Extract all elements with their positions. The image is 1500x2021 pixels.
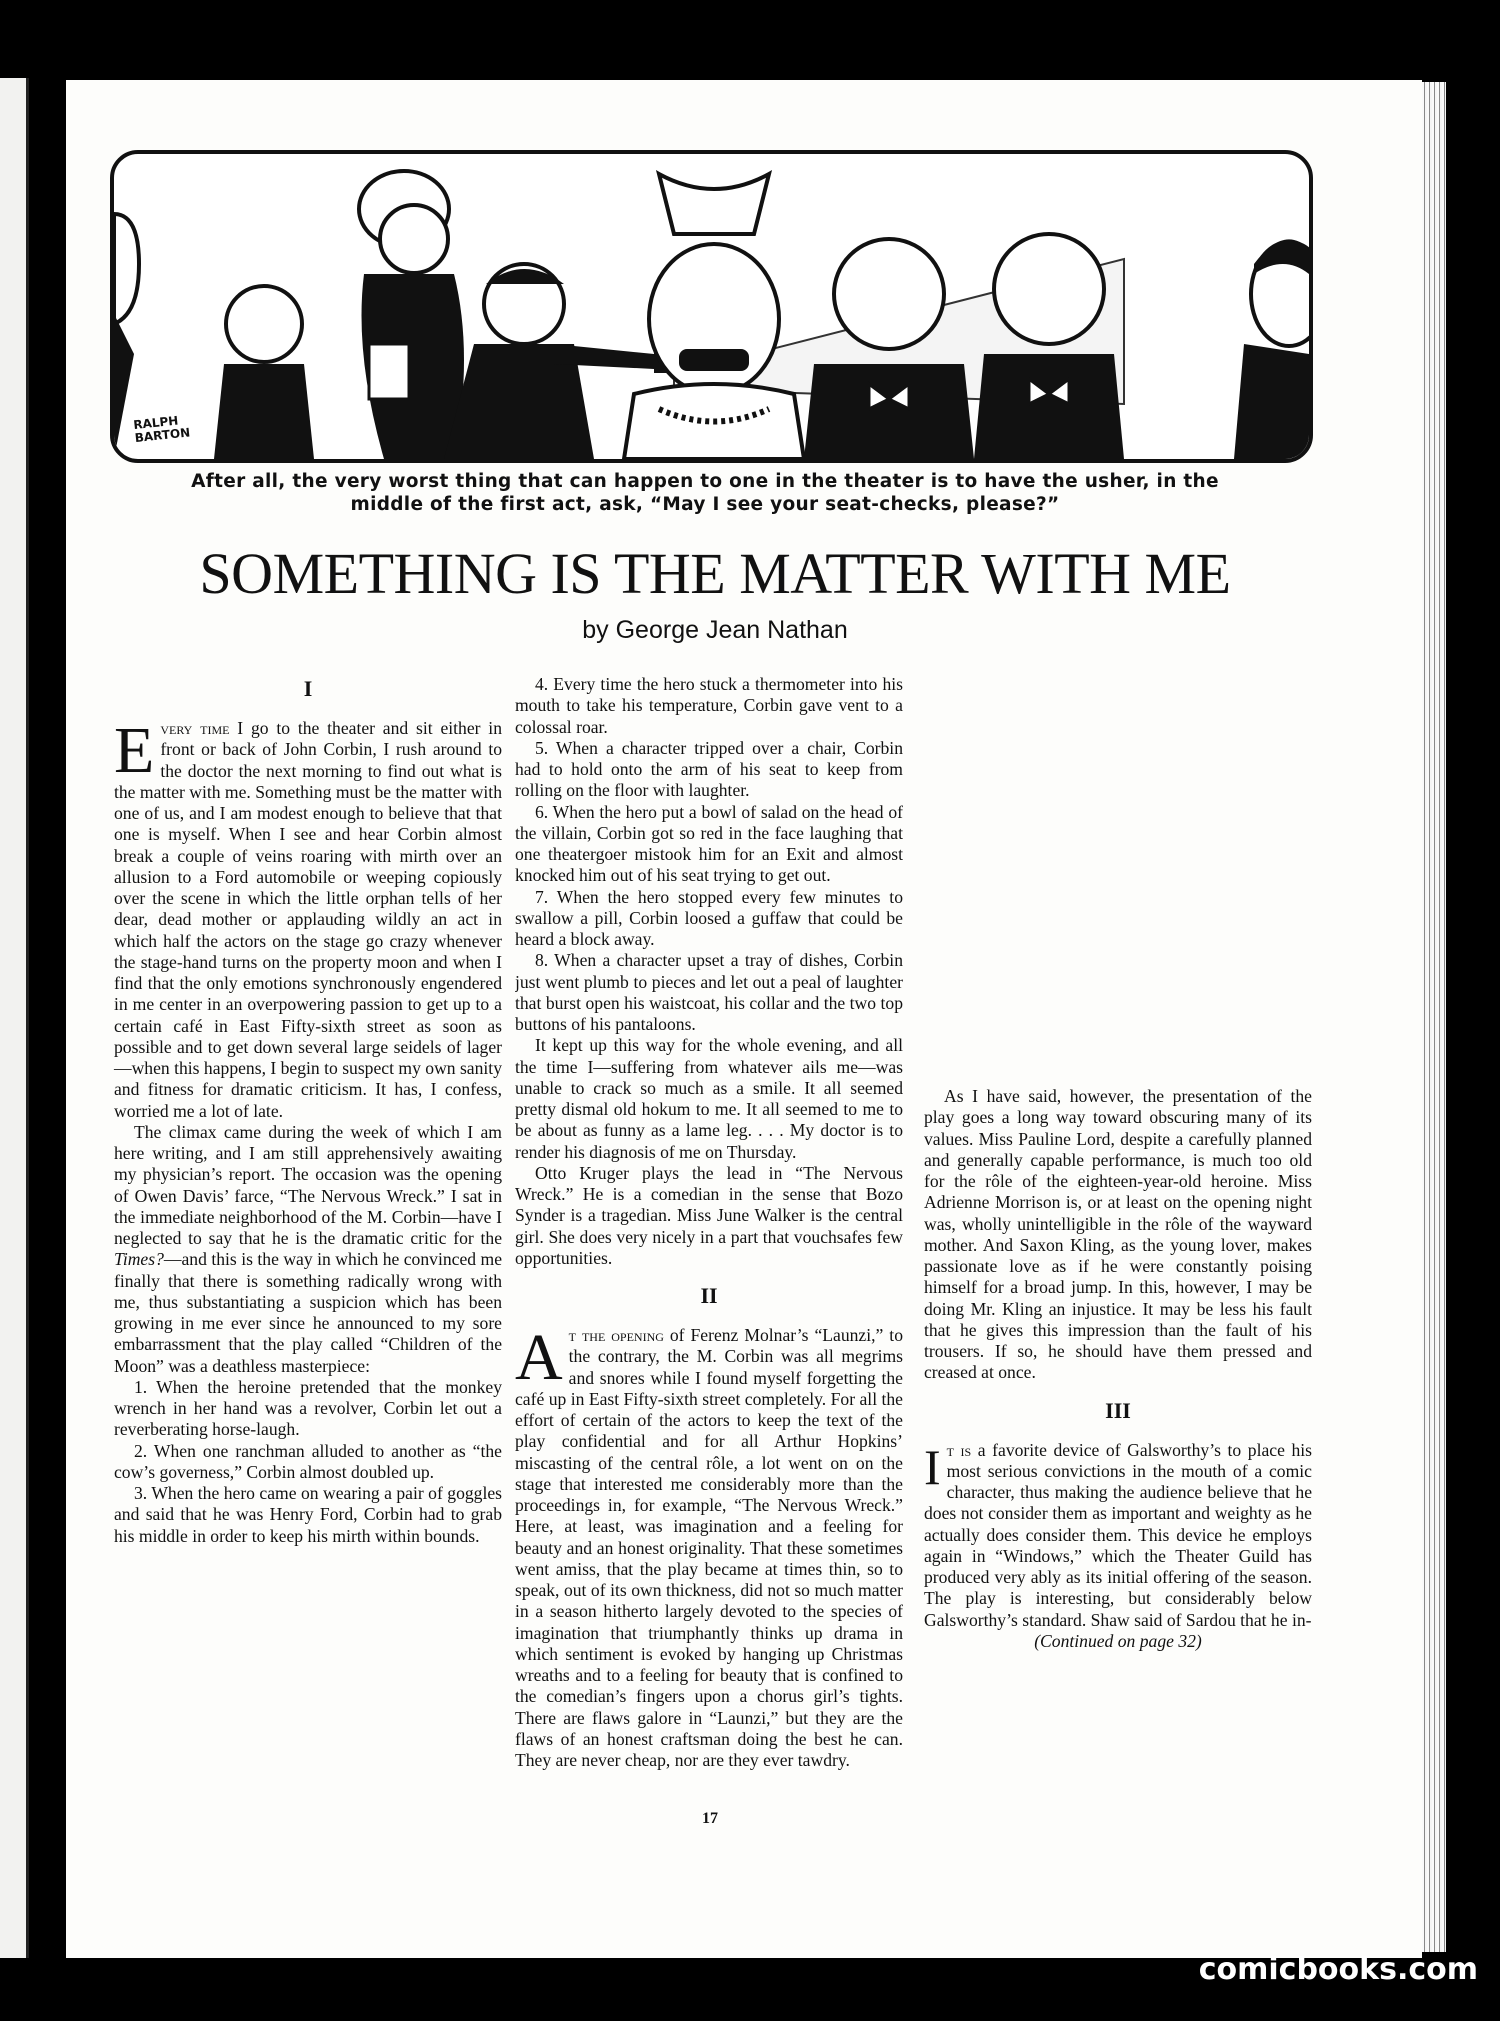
cartoon-caption: After all, the very worst thing that can happen to one in the theater is to have the usher, in the middle of the first act, ask, “May I see your seat-checks, please?” bbox=[191, 471, 1219, 515]
grumpy-man-coat bbox=[804, 364, 974, 459]
paragraph-galsworthy bbox=[924, 1440, 1312, 1631]
usher-program bbox=[369, 344, 409, 399]
small-caps-lead: t the opening bbox=[568, 1325, 664, 1345]
paragraph: It kept up this way for the whole evening, and all the time I—suffering from whatever ails me—was unable to crack so much as a smile. It all seemed pretty dismal old hokum to me. It all seemed to me to be about as funny as a lame leg. . . . My doctor is to render his diagnosis of me on Thursday. bbox=[515, 1035, 903, 1162]
cartoon-drawing bbox=[114, 154, 1309, 459]
article-byline: by George Jean Nathan bbox=[582, 616, 848, 644]
text-column-1 bbox=[114, 668, 502, 1547]
page-stack-edge bbox=[1422, 82, 1446, 1952]
list-item: 7. When the hero stopped every few minutes to swallow a pill, Corbin loosed a guffaw that could be heard a block away. bbox=[515, 886, 903, 949]
bald-man-head bbox=[226, 286, 302, 362]
drop-cap-e: E bbox=[114, 714, 155, 787]
section-heading-1: I bbox=[303, 676, 313, 701]
small-caps-lead: t is bbox=[946, 1439, 972, 1460]
woman-head bbox=[649, 244, 779, 394]
text-column-3 bbox=[924, 1086, 1312, 1652]
paragraph: Otto Kruger plays the lead in “The Nervous Wreck.” He is a comedian in the sense that Bozo Synder is a tragedian. Miss June Walker is the central girl. She does very nicely in a part that vouchsafes few opportunities. bbox=[515, 1162, 903, 1268]
paragraph-text: a favorite device of Galsworthy’s to place his most serious convictions in the mouth of a comic character, thus making the audience believe that he does not consider them as important and weighty as he actually does consider them. This device he employs again in “Windows,” which the Theater Guild has produced very ably as its initial offering of the season. The play is interesting, but considerably below Galsworthy’s standard. Shaw said of Sardou that he in- bbox=[924, 1439, 1312, 1630]
paragraph-text: of Ferenz Molnar’s “Launzi,” to the contrary, the M. Corbin was all megrims and snores while I found myself forgetting the café up in East Fifty-sixth street completely. For all the effort of certain of the actors to keep the text of the play confidential and for all Arthur Hopkins’ miscasting of the central rôle, a lot went on on the stage that interested me considerably more than the proceedings in, for example, “The Nervous Wreck.” Here, at least, was imagination and a feeling for beauty and an honest originality. That these sometimes went amiss, that the play became at times thin, so to speak, out of its own thickness, did not so much matter in a season hitherto largely devoted to the species of imagination that triumphantly thinks up drama in which sentiment is evoked by hanging up Christmas wreaths and to a feeling for beauty that is confined to the comedian’s fingers upon a chorus girl’s tights. There are flaws galore in “Launzi,” but they are the flaws of an honest craftsman doing the best he can. They are never cheap, nor are they ever tawdry. bbox=[515, 1325, 903, 1770]
list-item: 8. When a character upset a tray of dishes, Corbin just went plumb to pieces and let out a peal of laughter that burst open his waistcoat, his collar and the two top buttons of his pantaloons. bbox=[515, 950, 903, 1034]
figure-far-left bbox=[114, 214, 139, 324]
paragraph-intro bbox=[114, 714, 502, 1122]
smiling-man-coat bbox=[974, 354, 1124, 459]
cartoon-illustration bbox=[110, 150, 1313, 463]
list-item: 1. When the heroine pretended that the monkey wrench in her hand was a revolver, Corbin let out a reverberating horse-laugh. bbox=[114, 1376, 502, 1440]
list-item: 4. Every time the hero stuck a thermometer into his mouth to take his temperature, Corbin gave vent to a colossal roar. bbox=[515, 674, 903, 737]
paragraph-text: I go to the theater and sit either in front or back of John Corbin, I rush around to the doctor the next morning to find out what is the matter with me. Something must be the matter with one of us, and I am modest enough to believe that that one is myself. When I see and hear Corbin almost break a couple of veins roaring with mirth over an allusion to a Ford automobile or weeping copiously over the scene in which the little orphan tells of her dear, dead mother or applauding wildly an act in which half the actors on the stage go crazy whenever the stage-hand turns on the property moon and when I find that the only emotions synchronously engendered in me center in an overpowering passion to get up to a certain café in East Fifty-sixth street as soon as possible and to get down several large seidels of lager—when this happens, I begin to suspect my own sanity and fitness for dramatic criticism. It has, I confess, worried me a lot of late. bbox=[114, 718, 502, 1121]
paragraph bbox=[114, 1122, 502, 1377]
smiling-man-head bbox=[994, 234, 1104, 344]
paragraph: As I have said, however, the presentation of the play goes a long way toward obscuring many of its values. Miss Pauline Lord, despite a carefully planned and generally capable performance, is much too old for the rôle of the eighteen-year-old heroine. Miss Adrienne Morrison is, or at least on the opening night was, wholly unintelligible in the rôle of the wayward mother. And Saxon Kling, as the young lover, makes passionate love as if he were constantly poising himself for a broad jump. In this, however, I may be doing Mr. Kling an injustice. It may be less his fault that he gives this impression than the fault of his trousers. If so, he should have them pressed and creased at once. bbox=[924, 1086, 1312, 1383]
list-item: 2. When one ranchman alluded to another as “the cow’s governess,” Corbin almost doubled up. bbox=[114, 1440, 502, 1482]
angry-man-hair bbox=[486, 269, 564, 284]
paragraph-text: The climax came during the week of which I am here writing, and I am still apprehensively awaiting my physician’s report. The occasion was the opening of Owen Davis’ farce, “The Nervous Wreck.” I sat in the immediate neighborhood of the M. Corbin—have I neglected to say that he is the dramatic critic for the bbox=[114, 1121, 502, 1248]
woman-glasses bbox=[679, 349, 749, 371]
usher-head bbox=[380, 205, 448, 273]
article-title: SOMETHING IS THE MATTER WITH ME bbox=[199, 541, 1231, 606]
grumpy-man-head bbox=[834, 239, 944, 349]
paragraph-text: —and this is the way in which he convinced me finally that there is something radically wrong with me, thus substantiating a suspicion which has been growing in me ever since he announced to my sore embarrassment that the play called “Children of the Moon” was a deathless masterpiece: bbox=[114, 1249, 502, 1376]
paragraph-launzi bbox=[515, 1321, 903, 1771]
figure-far-left-coat bbox=[114, 314, 134, 459]
list-item: 5. When a character tripped over a chair, Corbin had to hold onto the arm of his seat to keep from rolling on the floor with laughter. bbox=[515, 737, 903, 801]
section-heading-2: II bbox=[700, 1283, 718, 1308]
text-column-2 bbox=[515, 674, 903, 1790]
facing-page-edge bbox=[0, 78, 29, 1958]
drop-cap-i: I bbox=[924, 1438, 941, 1495]
section-heading-3: III bbox=[1105, 1397, 1131, 1423]
continued-note: (Continued on page 32) bbox=[1034, 1630, 1202, 1651]
right-woman-dress bbox=[1234, 344, 1309, 459]
page-number: 17 bbox=[702, 1810, 718, 1827]
woman-tiara bbox=[659, 174, 769, 234]
small-caps-lead: very time bbox=[160, 718, 230, 738]
list-item: 6. When the hero put a bowl of salad on the head of the villain, Corbin got so red in the face laughing that one theatergoer mistook him for an Exit and almost knocked him out of his seat trying to get out. bbox=[515, 801, 903, 886]
drop-cap-a: A bbox=[515, 1321, 563, 1394]
bald-man-coat bbox=[214, 364, 314, 459]
artist-signature: RALPH BARTON bbox=[132, 413, 191, 446]
watermark: comicbooks.com bbox=[1198, 1952, 1478, 1987]
italic-text: Times? bbox=[114, 1249, 164, 1270]
list-item: 3. When the hero came on wearing a pair of goggles and said that he was Henry Ford, Corbin had to grab his middle in order to keep his mirth within bounds. bbox=[114, 1483, 502, 1546]
